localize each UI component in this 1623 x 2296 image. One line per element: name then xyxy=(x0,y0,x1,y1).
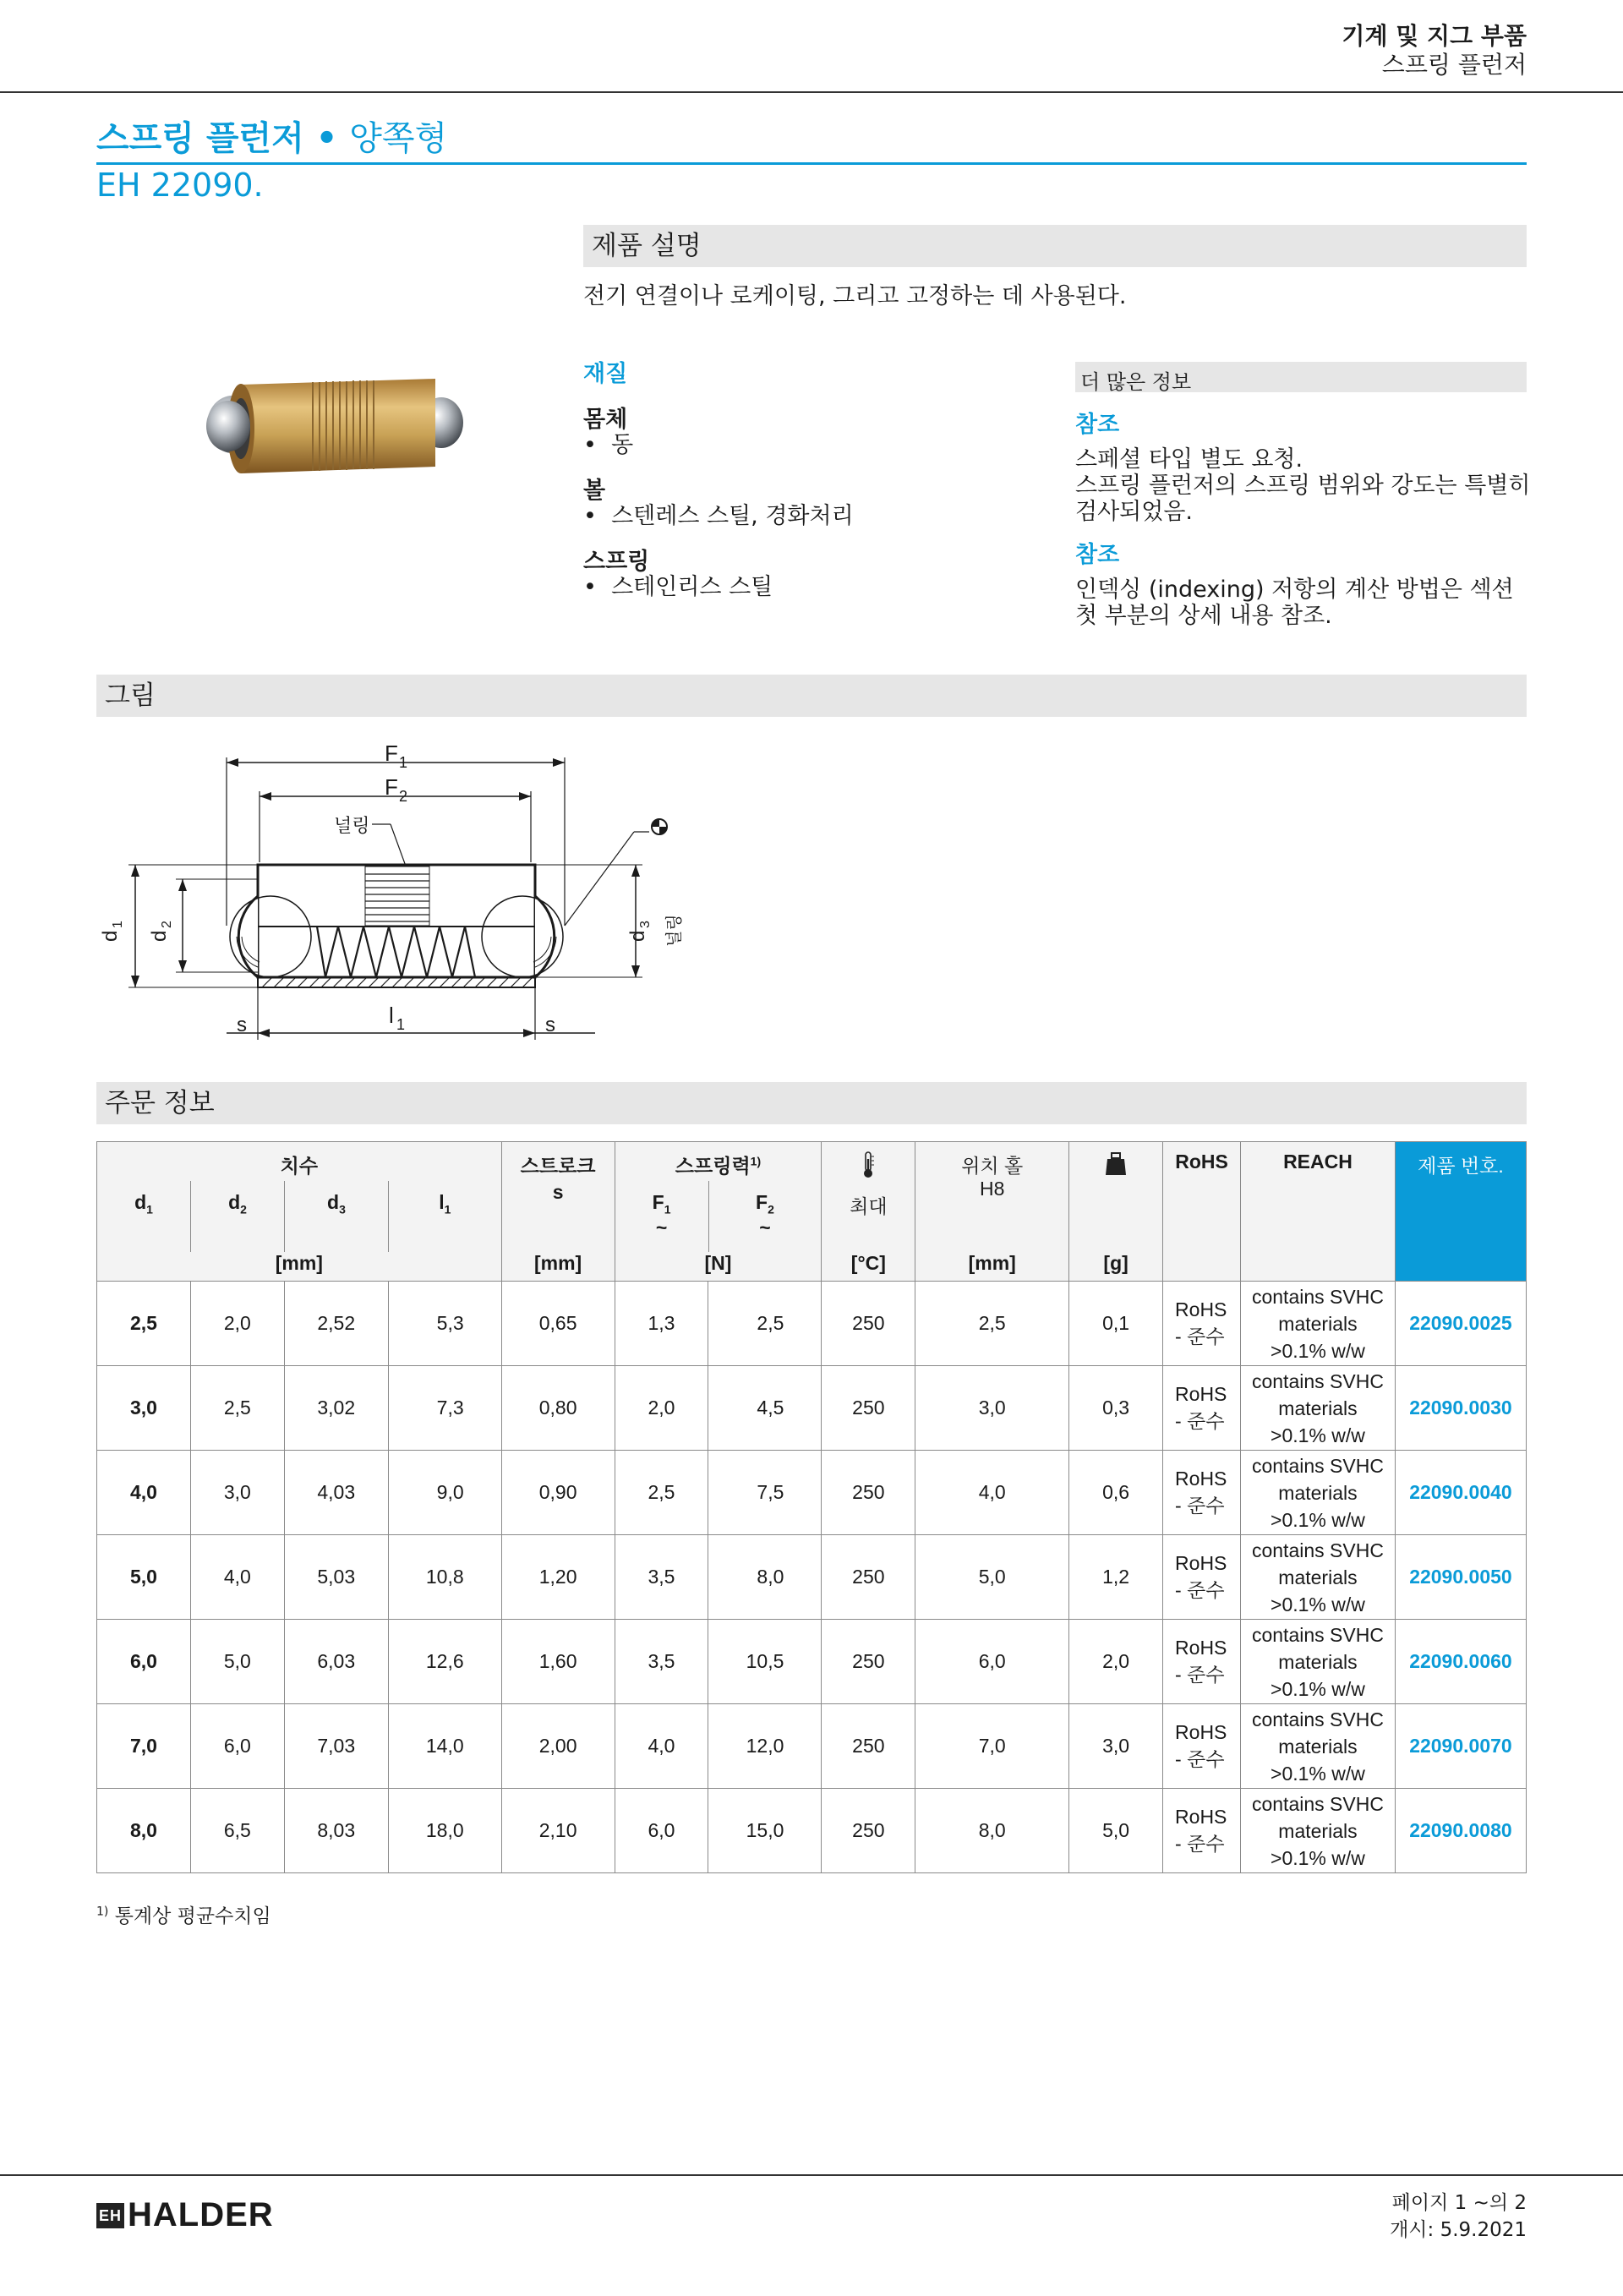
header-d2 xyxy=(190,1181,284,1252)
drawing-heading: 그림 xyxy=(105,681,156,711)
footer-rule xyxy=(0,2174,1623,2176)
header-temp-max: 최대 xyxy=(850,1195,888,1217)
cell-temp: 250 xyxy=(822,1282,915,1366)
label-d2-sub: 2 xyxy=(160,921,174,928)
order-bar xyxy=(96,1082,1527,1124)
header-hole-label: 위치 홀 xyxy=(961,1155,1024,1177)
part-number-link[interactable]: 22090.0040 xyxy=(1395,1451,1526,1535)
header-part-number xyxy=(1395,1142,1526,1282)
label-d2: d xyxy=(148,930,171,942)
cell-s: 0,65 xyxy=(501,1282,615,1366)
label-d1: d xyxy=(99,930,122,942)
cell-f1: 2,0 xyxy=(615,1366,708,1451)
rohs-line: - 준수 xyxy=(1175,1578,1225,1601)
product-description-heading: 제품 설명 xyxy=(592,231,702,261)
cell-reach xyxy=(1241,1704,1396,1789)
rohs-line: - 준수 xyxy=(1175,1325,1225,1348)
rohs-line: RoHS xyxy=(1175,1636,1227,1659)
logo-badge: EH xyxy=(96,2203,124,2228)
cell-d3: 4,03 xyxy=(284,1451,388,1535)
header-subcategory: 스프링 플런저 xyxy=(1381,51,1527,79)
label-f2-sub: 2 xyxy=(399,788,408,805)
label-d3: d xyxy=(626,930,649,942)
material-body-value: 동 xyxy=(611,432,634,458)
reach-line: >0.1% w/w xyxy=(1271,1846,1365,1869)
rohs-line: RoHS xyxy=(1175,1467,1227,1490)
cell-d1: 2,5 xyxy=(97,1282,191,1366)
rohs-line: - 준수 xyxy=(1175,1494,1225,1517)
part-number-link[interactable]: 22090.0070 xyxy=(1395,1704,1526,1789)
header-spring-subcols xyxy=(615,1191,822,1252)
cell-d1: 3,0 xyxy=(97,1366,191,1451)
table-row xyxy=(97,1535,1527,1620)
header-l1 xyxy=(388,1181,501,1252)
header-f1 xyxy=(615,1191,708,1252)
header-dims-unit: [mm] xyxy=(275,1252,323,1274)
label-knurl-side: 널링 xyxy=(665,914,684,947)
label-s-left: s xyxy=(237,1014,247,1036)
cell-f1: 3,5 xyxy=(615,1620,708,1704)
cell-temp: 250 xyxy=(822,1704,915,1789)
cell-weight: 1,2 xyxy=(1069,1535,1163,1620)
title-rule xyxy=(96,162,1527,165)
header-spring-sup: 1) xyxy=(750,1154,762,1168)
header-hole-unit: [mm] xyxy=(968,1252,1016,1274)
cell-d2: 2,5 xyxy=(190,1366,284,1451)
cell-rohs xyxy=(1163,1789,1241,1873)
page-number: 페이지 1 ~의 2 xyxy=(1391,2192,1527,2214)
footnote xyxy=(96,1900,271,1928)
cell-rohs xyxy=(1163,1451,1241,1535)
label-l1-sub: 1 xyxy=(396,1016,406,1033)
header-d1-sub: 1 xyxy=(146,1202,153,1216)
label-f2: F xyxy=(385,774,398,800)
header-stroke-unit: [mm] xyxy=(533,1252,582,1274)
cell-d3: 8,03 xyxy=(284,1789,388,1873)
rohs-line: RoHS xyxy=(1175,1805,1227,1828)
cell-l1: 18,0 xyxy=(388,1789,501,1873)
cell-l1: 10,8 xyxy=(388,1535,501,1620)
label-f1: F xyxy=(385,741,398,766)
cell-d1: 6,0 xyxy=(97,1620,191,1704)
rohs-line: - 준수 xyxy=(1175,1832,1225,1855)
cell-hole: 3,0 xyxy=(915,1366,1069,1451)
reach-line: >0.1% w/w xyxy=(1271,1339,1365,1362)
header-l1-text: l xyxy=(439,1191,445,1213)
more-info-bar xyxy=(1075,362,1527,392)
material-spring-value: 스테인리스 스틸 xyxy=(611,574,773,600)
header-d1-text: d xyxy=(134,1191,147,1213)
cell-f1: 4,0 xyxy=(615,1704,708,1789)
cell-d2: 6,0 xyxy=(190,1704,284,1789)
cell-temp: 250 xyxy=(822,1451,915,1535)
note-line: 스프링 플런저의 스프링 범위와 강도는 특별히 검사되었음. xyxy=(1075,473,1531,525)
table-row xyxy=(97,1366,1527,1451)
header-category: 기계 및 지그 부품 xyxy=(1342,22,1527,50)
header-d3-sub: 3 xyxy=(339,1202,346,1216)
cell-f2: 12,0 xyxy=(708,1704,822,1789)
cell-d3: 2,52 xyxy=(284,1282,388,1366)
header-rohs-label: RoHS xyxy=(1175,1151,1228,1173)
header-f2-tilde: ~ xyxy=(759,1216,771,1238)
material-body-label: 몸체 xyxy=(583,407,628,433)
product-name: 스프링 플런저 xyxy=(96,119,304,158)
material-body-item: • 동 xyxy=(583,432,634,458)
cell-d3: 6,03 xyxy=(284,1620,388,1704)
material-heading: 재질 xyxy=(583,361,628,387)
rohs-line: - 준수 xyxy=(1175,1747,1225,1770)
header-d3-text: d xyxy=(327,1191,340,1213)
note-heading-1: 참조 xyxy=(1075,412,1120,438)
header-f2-sub: 2 xyxy=(768,1202,774,1216)
material-ball-label: 볼 xyxy=(583,478,606,504)
header-weight-unit: [g] xyxy=(1103,1252,1128,1274)
header-stroke-s: s xyxy=(552,1181,564,1203)
cell-reach xyxy=(1241,1789,1396,1873)
technical-drawing xyxy=(85,735,710,1057)
part-number-link[interactable]: 22090.0030 xyxy=(1395,1366,1526,1451)
reach-line: materials xyxy=(1278,1735,1358,1758)
header-d2-sub: 2 xyxy=(240,1202,247,1216)
cell-s: 2,10 xyxy=(501,1789,615,1873)
weight-icon xyxy=(1069,1152,1162,1181)
cell-f1: 2,5 xyxy=(615,1451,708,1535)
reach-line: contains SVHC xyxy=(1251,1792,1384,1815)
cell-d1: 8,0 xyxy=(97,1789,191,1873)
cell-rohs xyxy=(1163,1366,1241,1451)
cell-weight: 0,3 xyxy=(1069,1366,1163,1451)
header-dims-label: 치수 xyxy=(280,1155,319,1177)
cell-l1: 7,3 xyxy=(388,1366,501,1451)
product-photo xyxy=(194,355,473,499)
material-ball-value: 스텐레스 스틸, 경화처리 xyxy=(611,503,854,529)
table-row xyxy=(97,1451,1527,1535)
reach-line: contains SVHC xyxy=(1251,1708,1384,1730)
note-line: 스페셜 타입 별도 요청. xyxy=(1075,446,1303,473)
halder-logo xyxy=(96,2196,274,2234)
cell-s: 0,90 xyxy=(501,1451,615,1535)
header-temp-unit: [°C] xyxy=(850,1252,886,1274)
cell-l1: 9,0 xyxy=(388,1451,501,1535)
header-part-number-label: 제품 번호. xyxy=(1418,1155,1504,1177)
cell-weight: 0,1 xyxy=(1069,1282,1163,1366)
header-f1-tilde: ~ xyxy=(655,1216,668,1238)
reach-line: >0.1% w/w xyxy=(1271,1677,1365,1700)
reach-line: contains SVHC xyxy=(1251,1623,1384,1646)
header-spring-text: 스프링력 xyxy=(675,1155,751,1177)
cell-f2: 2,5 xyxy=(708,1282,822,1366)
cell-d1: 4,0 xyxy=(97,1451,191,1535)
part-number-link[interactable]: 22090.0060 xyxy=(1395,1620,1526,1704)
rohs-line: - 준수 xyxy=(1175,1663,1225,1686)
cell-weight: 2,0 xyxy=(1069,1620,1163,1704)
header-d2-text: d xyxy=(228,1191,241,1213)
table-row xyxy=(97,1789,1527,1873)
cell-l1: 5,3 xyxy=(388,1282,501,1366)
cell-reach xyxy=(1241,1620,1396,1704)
header-stroke xyxy=(501,1142,615,1282)
cell-reach xyxy=(1241,1282,1396,1366)
material-ball-item: • 스텐레스 스틸, 경화처리 xyxy=(583,503,854,529)
cell-hole: 7,0 xyxy=(915,1704,1069,1789)
product-description-text: 전기 연결이나 로케이팅, 그리고 고정하는 데 사용된다. xyxy=(583,283,1127,309)
header-rohs xyxy=(1163,1142,1241,1282)
cell-rohs xyxy=(1163,1535,1241,1620)
header-reach-label: REACH xyxy=(1283,1151,1352,1173)
cell-f1: 6,0 xyxy=(615,1789,708,1873)
cell-s: 1,60 xyxy=(501,1620,615,1704)
more-info-heading: 더 많은 정보 xyxy=(1080,370,1192,394)
header-f2-text: F xyxy=(756,1191,768,1213)
material-spring-label: 스프링 xyxy=(583,549,650,575)
circle-symbol-icon xyxy=(652,819,667,834)
order-heading: 주문 정보 xyxy=(105,1088,215,1118)
header-spring-unit: [N] xyxy=(704,1252,732,1274)
drawing-bar xyxy=(96,675,1527,717)
cell-weight: 5,0 xyxy=(1069,1789,1163,1873)
cell-s: 0,80 xyxy=(501,1366,615,1451)
cell-reach xyxy=(1241,1451,1396,1535)
cell-reach xyxy=(1241,1366,1396,1451)
order-table xyxy=(96,1141,1527,1873)
cell-reach xyxy=(1241,1535,1396,1620)
label-l1: l xyxy=(389,1003,394,1028)
cell-f2: 7,5 xyxy=(708,1451,822,1535)
header-d3 xyxy=(284,1181,388,1252)
cell-hole: 2,5 xyxy=(915,1282,1069,1366)
reach-line: materials xyxy=(1278,1397,1358,1419)
label-s-right: s xyxy=(545,1014,555,1036)
rohs-line: RoHS xyxy=(1175,1382,1227,1405)
note-text-2 xyxy=(1075,577,1532,629)
header-spring-label xyxy=(615,1151,822,1178)
cell-d2: 4,0 xyxy=(190,1535,284,1620)
cell-d2: 2,0 xyxy=(190,1282,284,1366)
reach-line: contains SVHC xyxy=(1251,1369,1384,1392)
cell-d3: 7,03 xyxy=(284,1704,388,1789)
table-header-row xyxy=(97,1142,1527,1282)
header-weight xyxy=(1069,1142,1163,1282)
page-title xyxy=(96,118,447,159)
cell-d3: 5,03 xyxy=(284,1535,388,1620)
header-reach xyxy=(1241,1142,1396,1282)
cell-f2: 10,5 xyxy=(708,1620,822,1704)
reach-line: >0.1% w/w xyxy=(1271,1424,1365,1446)
table-row xyxy=(97,1282,1527,1366)
header-dims-subcols xyxy=(97,1191,501,1252)
header-l1-sub: 1 xyxy=(444,1202,451,1216)
page-info xyxy=(1390,2189,1527,2244)
article-number: EH 22090. xyxy=(96,167,264,204)
label-d1-sub: 1 xyxy=(111,921,125,928)
cell-d2: 6,5 xyxy=(190,1789,284,1873)
table-row xyxy=(97,1620,1527,1704)
cell-s: 1,20 xyxy=(501,1535,615,1620)
cell-l1: 14,0 xyxy=(388,1704,501,1789)
title-separator: • xyxy=(315,119,338,158)
issue-date: 개시: 5.9.2021 xyxy=(1390,2219,1527,2241)
cell-hole: 5,0 xyxy=(915,1535,1069,1620)
cell-s: 2,00 xyxy=(501,1704,615,1789)
cell-f2: 8,0 xyxy=(708,1535,822,1620)
table-row xyxy=(97,1704,1527,1789)
header-spring-force xyxy=(615,1142,822,1282)
label-f1-sub: 1 xyxy=(399,754,408,771)
footnote-mark: 1) xyxy=(96,1905,109,1919)
reach-line: materials xyxy=(1278,1650,1358,1673)
header-d1 xyxy=(97,1191,190,1252)
cell-rohs xyxy=(1163,1704,1241,1789)
part-number-link[interactable]: 22090.0080 xyxy=(1395,1789,1526,1873)
reach-line: materials xyxy=(1278,1819,1358,1842)
reach-line: contains SVHC xyxy=(1251,1539,1384,1561)
cell-l1: 12,6 xyxy=(388,1620,501,1704)
cell-temp: 250 xyxy=(822,1535,915,1620)
header-rule xyxy=(0,91,1623,93)
note-text-1 xyxy=(1075,446,1532,525)
material-spring-item: • 스테인리스 스틸 xyxy=(583,574,773,600)
cell-hole: 4,0 xyxy=(915,1451,1069,1535)
cell-temp: 250 xyxy=(822,1620,915,1704)
cell-f1: 1,3 xyxy=(615,1282,708,1366)
product-description-bar xyxy=(583,225,1527,267)
note-heading-2: 참조 xyxy=(1075,542,1120,568)
rohs-line: RoHS xyxy=(1175,1720,1227,1743)
product-variant: 양쪽형 xyxy=(349,119,448,158)
logo-text: HALDER xyxy=(128,2196,274,2233)
reach-line: >0.1% w/w xyxy=(1271,1508,1365,1531)
part-number-link[interactable]: 22090.0025 xyxy=(1395,1282,1526,1366)
label-d3-sub: 3 xyxy=(638,921,653,928)
header-dimensions xyxy=(97,1142,502,1282)
header-stroke-label: 스트로크 xyxy=(520,1155,596,1177)
rohs-line: RoHS xyxy=(1175,1298,1227,1320)
header-location-hole xyxy=(915,1142,1069,1282)
label-knurl: 널링 xyxy=(334,815,370,836)
header-f1-text: F xyxy=(652,1191,664,1213)
cell-f2: 4,5 xyxy=(708,1366,822,1451)
header-f2 xyxy=(708,1181,822,1252)
cell-d3: 3,02 xyxy=(284,1366,388,1451)
cell-hole: 6,0 xyxy=(915,1620,1069,1704)
reach-line: contains SVHC xyxy=(1251,1454,1384,1477)
rohs-line: - 준수 xyxy=(1175,1409,1225,1432)
cell-f2: 15,0 xyxy=(708,1789,822,1873)
cell-d1: 7,0 xyxy=(97,1704,191,1789)
cell-weight: 3,0 xyxy=(1069,1704,1163,1789)
reach-line: contains SVHC xyxy=(1251,1285,1384,1308)
cell-f1: 3,5 xyxy=(615,1535,708,1620)
cell-temp: 250 xyxy=(822,1366,915,1451)
thermometer-icon xyxy=(822,1151,915,1184)
note-line: 인덱싱 (indexing) 저항의 계산 방법은 섹션 첫 부분의 상세 내용 참조. xyxy=(1075,577,1514,629)
footnote-text: 통계상 평균수치임 xyxy=(114,1905,271,1927)
cell-d2: 5,0 xyxy=(190,1620,284,1704)
cell-rohs xyxy=(1163,1620,1241,1704)
cell-hole: 8,0 xyxy=(915,1789,1069,1873)
rohs-line: RoHS xyxy=(1175,1551,1227,1574)
reach-line: >0.1% w/w xyxy=(1271,1762,1365,1785)
part-number-link[interactable]: 22090.0050 xyxy=(1395,1535,1526,1620)
order-table-body xyxy=(97,1282,1527,1873)
reach-line: >0.1% w/w xyxy=(1271,1593,1365,1615)
header-temperature xyxy=(822,1142,915,1282)
reach-line: materials xyxy=(1278,1312,1358,1335)
reach-line: materials xyxy=(1278,1481,1358,1504)
cell-weight: 0,6 xyxy=(1069,1451,1163,1535)
cell-temp: 250 xyxy=(822,1789,915,1873)
reach-line: materials xyxy=(1278,1566,1358,1588)
header-f1-sub: 1 xyxy=(664,1202,671,1216)
cell-d2: 3,0 xyxy=(190,1451,284,1535)
cell-rohs xyxy=(1163,1282,1241,1366)
cell-d1: 5,0 xyxy=(97,1535,191,1620)
header-hole-tol: H8 xyxy=(980,1178,1005,1200)
